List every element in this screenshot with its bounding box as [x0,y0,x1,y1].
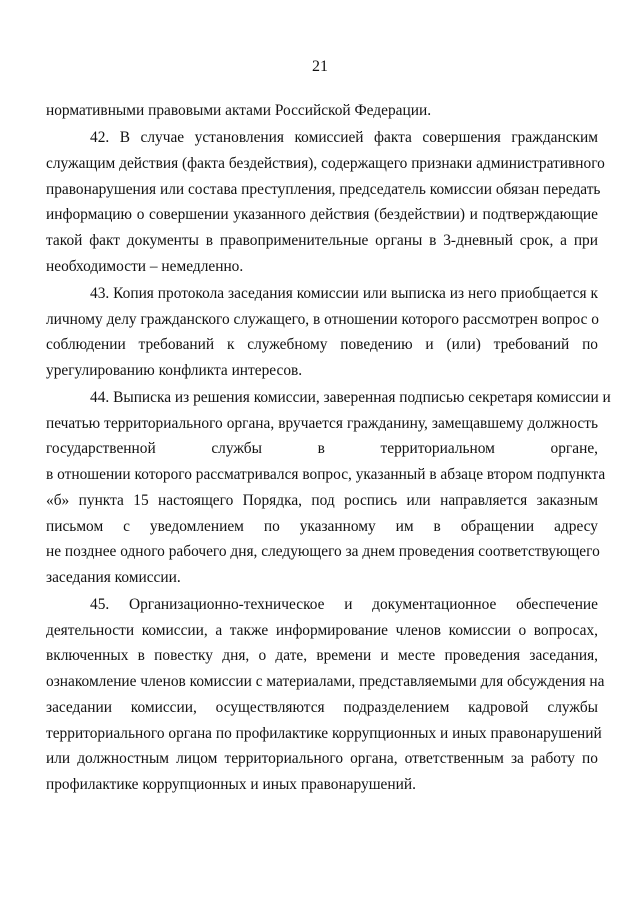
text-line: территориального органа по профилактике коррупционных и иных правонарушений [46,724,602,742]
text-line: правонарушения или состава преступления, председатель комиссии обязан передать [46,180,601,198]
text-line: деятельности комиссии, а также информирование членов комиссии о вопросах, [46,621,598,639]
text-line: 45. Организационно-техническое и документационное обеспечение [90,596,598,614]
text-line: соблюдении требований к служебному поведению и (или) требований по [46,336,598,354]
text-line: такой факт документы в правоприменительные органы в 3-дневный срок, а при [46,231,598,249]
text-line: урегулированию конфликта интересов. [46,361,303,379]
page-number: 21 [312,58,328,75]
text-line: необходимости – немедленно. [46,257,244,275]
text-line: 42. В случае установления комиссией факта совершения гражданским [90,129,598,147]
text-line: включенных в повестку дня, о дате, времени и месте проведения заседания, [46,647,598,665]
text-line: информацию о совершении указанного действия (бездействии) и подтверждающие [46,206,598,224]
text-line: заседании комиссии, осуществляются подразделением кадровой службы [46,698,598,716]
document-body [46,98,611,799]
text-line: или должностным лицом территориального органа, ответственным за работу по [46,750,598,768]
text-line: служащим действия (факта бездействия), содержащего признаки административного [46,154,605,172]
text-line: печатью территориального органа, вручается гражданину, замещавшему должность [46,414,598,432]
text-line: ознакомление членов комиссии с материалами, представляемыми для обсуждения на [46,673,605,691]
text-line: письмом с уведомлением по указанному им в обращении адресу [46,517,598,535]
text-line: нормативными правовыми актами Российской Федерации. [46,102,432,119]
text-line: государственной службы в территориальном органе, [46,440,598,458]
text-line: 43. Копия протокола заседания комиссии или выписка из него приобщается к [90,284,598,302]
text-line: личному делу гражданского служащего, в отношении которого рассмотрен вопрос о [46,310,599,328]
text-line: 44. Выписка из решения комиссии, заверенная подписью секретаря комиссии и [90,389,611,407]
paragraph-lead [46,98,598,124]
text-line: профилактике коррупционных и иных правонарушений. [46,775,416,793]
paragraph-42 [46,125,605,279]
paragraph-44 [46,385,611,591]
text-line: в отношении которого рассматривался вопрос, указанный в абзаце втором подпункта [46,466,606,484]
paragraph-45 [46,592,605,798]
paragraph-43 [46,281,598,384]
text-line: не позднее одного рабочего дня, следующего за днем проведения соответствующего [46,543,600,561]
text-line: заседания комиссии. [46,568,181,586]
text-line: «б» пункта 15 настоящего Порядка, под роспись или направляется заказным [46,491,598,509]
